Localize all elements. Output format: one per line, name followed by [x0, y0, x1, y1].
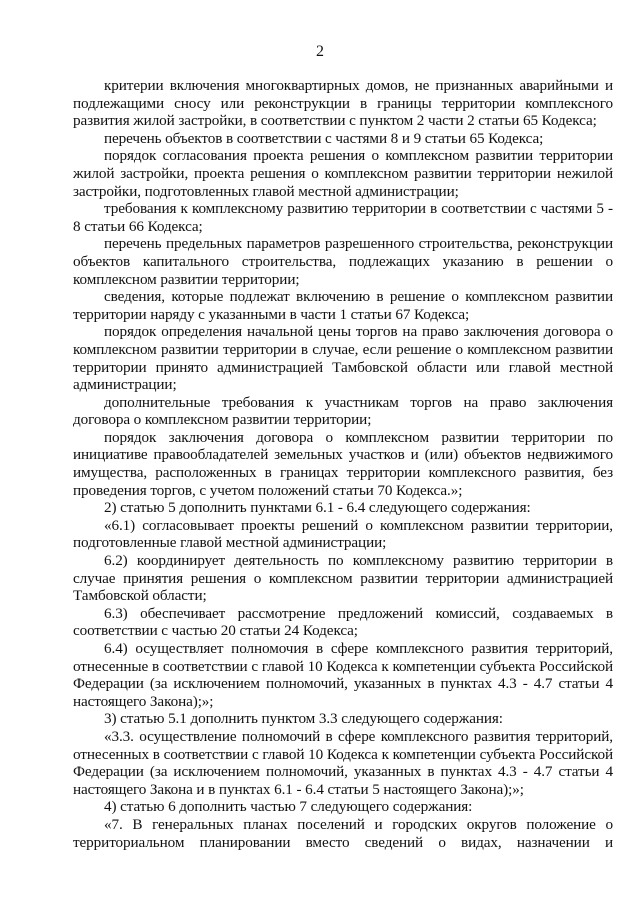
paragraph: 6.4) осуществляет полномочия в сфере комплексного развития территорий, отнесенные в соответствии с главой 10 Кодекса к компетенции субъекта Российской Федерации (за исключением полномочий, указанных в пунктах 4.3 - 4.7 статьи 4 настоящего Закона);»; [73, 640, 613, 710]
paragraph: «7. В генеральных планах поселений и городских округов положение о территориальном планировании вместо сведений о видах, назначении и [73, 815, 613, 851]
page-number: 2 [316, 43, 324, 60]
paragraph: 2) статью 5 дополнить пунктами 6.1 - 6.4 следующего содержания: [104, 499, 531, 517]
paragraph: 6.2) координирует деятельность по комплексному развитию территории в случае принятия решения о комплексном развитии территории администрацией Тамбовской области; [73, 552, 613, 605]
paragraph: 4) статью 6 дополнить частью 7 следующего содержания: [104, 798, 473, 816]
paragraph: сведения, которые подлежат включению в решение о комплексном развитии территории наряду с указанными в части 1 статьи 67 Кодекса; [73, 288, 613, 323]
paragraph: требования к комплексному развитию территории в соответствии с частями 5 - 8 статьи 66 Кодекса; [73, 200, 613, 235]
paragraph: «6.1) согласовывает проекты решений о комплексном развитии территории, подготовленные главой местной администрации; [73, 516, 613, 552]
paragraph: порядок заключения договора о комплексном развитии территории по инициативе правообладателей земельных участков и (или) объектов недвижимого имущества, расположенных в границах территории комплексного развития, без проведения торгов, с учетом положений статьи 70 Кодекса.»; [73, 428, 613, 499]
paragraph: 3) статью 5.1 дополнить пунктом 3.3 следующего содержания: [104, 710, 503, 728]
document-body [73, 77, 613, 851]
paragraph: порядок определения начальной цены торгов на право заключения договора о комплексном развитии территории в случае, если решение о комплексном развитии территории принято администрацией Тамбовской области или главой местной администрации; [73, 323, 613, 394]
paragraph: «3.3. осуществление полномочий в сфере комплексного развития территорий, отнесенных в соответствии с главой 10 Кодекса к компетенции субъекта Российской Федерации (за исключением полномочий, указанных в пунктах 4.3 - 4.7 статьи 4 настоящего Закона и в пунктах 6.1 - 6.4 статьи 5 настоящего Закона);»; [73, 727, 613, 798]
paragraph: 6.3) обеспечивает рассмотрение предложений комиссий, создаваемых в соответствии с частью 20 статьи 24 Кодекса; [73, 604, 613, 640]
paragraph: дополнительные требования к участникам торгов на право заключения договора о комплексном развитии территории; [73, 393, 613, 429]
paragraph: порядок согласования проекта решения о комплексном развитии территории жилой застройки, проекта решения о комплексном развитии территории нежилой застройки, подготовленных главой местной администрации; [73, 147, 613, 200]
paragraph: перечень предельных параметров разрешенного строительства, реконструкции объектов капитального строительства, подлежащих указанию в решении о комплексном развитии территории; [73, 235, 613, 288]
paragraph: перечень объектов в соответствии с частями 8 и 9 статьи 65 Кодекса; [104, 129, 544, 147]
paragraph: критерии включения многоквартирных домов, не признанных аварийными и подлежащими сносу или реконструкции в границы территории комплексного развития жилой застройки, в соответствии с пунктом 2 части 2 статьи 65 Кодекса; [73, 77, 613, 130]
